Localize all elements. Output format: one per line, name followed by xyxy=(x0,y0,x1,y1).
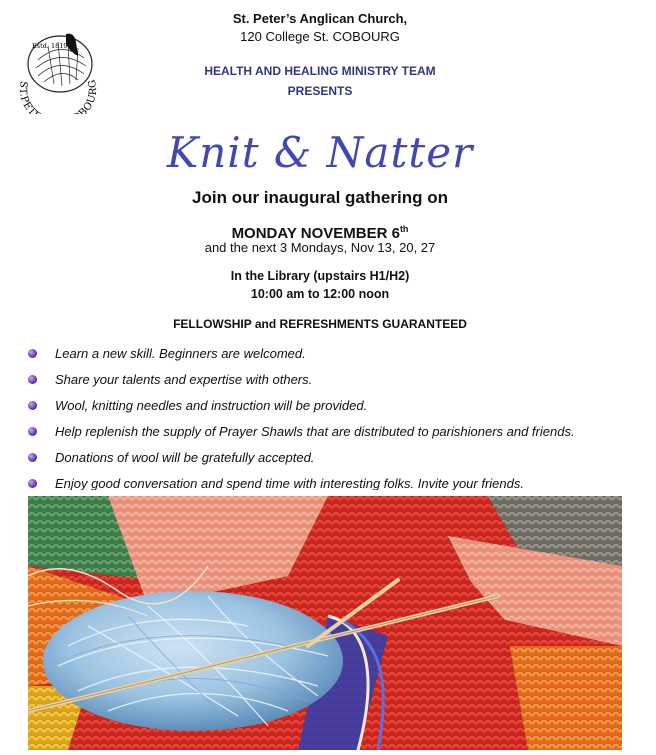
list-item xyxy=(28,418,638,444)
bullet-text: Share your talents and expertise with others. xyxy=(55,371,313,387)
list-item xyxy=(28,470,638,490)
bullet-icon xyxy=(28,401,37,410)
bullet-icon xyxy=(28,453,37,462)
team-presents: PRESENTS xyxy=(287,84,353,98)
bullet-text: Enjoy good conversation and spend time with interesting folks. Invite your friends. xyxy=(55,475,524,490)
bullet-icon xyxy=(28,375,37,384)
bullet-icon xyxy=(28,479,37,488)
list-item xyxy=(28,366,638,392)
bullet-icon xyxy=(28,349,37,358)
list-item xyxy=(28,340,638,366)
bullet-text: Help replenish the supply of Prayer Shawls that are distributed to parishioners and friends. xyxy=(55,423,575,439)
bullet-text: Donations of wool will be gratefully accepted. xyxy=(55,449,315,465)
event-title: Knit & Natter xyxy=(166,128,474,177)
church-address: 120 College St. COBOURG xyxy=(240,29,400,44)
church-logo xyxy=(8,22,108,114)
knitting-photo xyxy=(28,496,622,750)
fellowship-line: FELLOWSHIP and REFRESHMENTS GUARANTEED xyxy=(173,317,467,331)
next-dates: and the next 3 Mondays, Nov 13, 20, 27 xyxy=(204,240,436,255)
event-date-suffix: th xyxy=(399,224,409,234)
bullet-text: Wool, knitting needles and instruction will be provided. xyxy=(55,397,368,413)
bullet-icon xyxy=(28,427,37,436)
logo-ring-text: ST.PET BOURG xyxy=(16,78,100,114)
church-seal-icon xyxy=(8,22,108,114)
knitting-yarn-image xyxy=(28,496,622,750)
church-name: St. Peter’s Anglican Church, xyxy=(232,11,408,26)
event-date-main: MONDAY NOVEMBER 6 xyxy=(231,225,400,242)
benefits-list xyxy=(28,340,638,490)
event-time: 10:00 am to 12:00 noon xyxy=(250,287,390,301)
bullet-text: Learn a new skill. Beginners are welcomed. xyxy=(55,345,306,361)
list-item xyxy=(28,444,638,470)
intro-line: Join our inaugural gathering on xyxy=(192,188,448,207)
logo-estd: Estd. 1819 xyxy=(32,42,68,50)
team-name: HEALTH AND HEALING MINISTRY TEAM xyxy=(204,64,436,78)
list-item xyxy=(28,392,638,418)
event-location: In the Library (upstairs H1/H2) xyxy=(230,269,410,283)
